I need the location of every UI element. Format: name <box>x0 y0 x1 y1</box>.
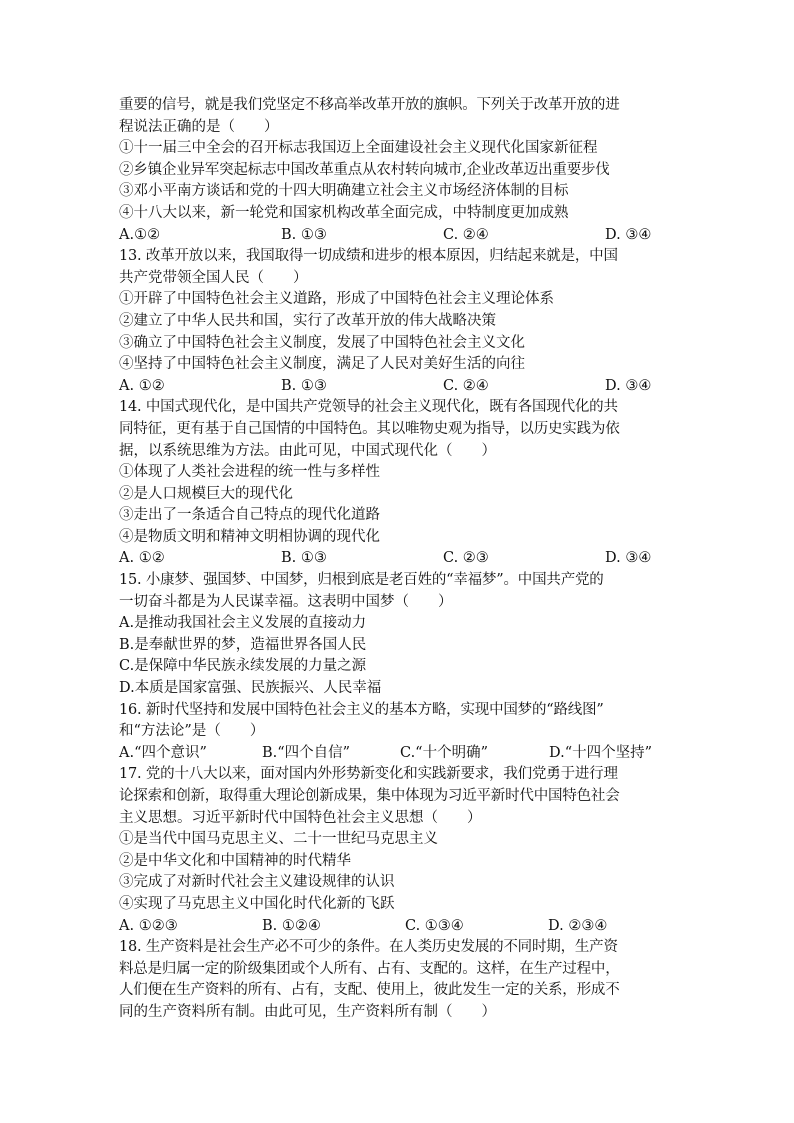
question-18 <box>119 937 691 1023</box>
option-a[interactable]: A. ①② <box>119 550 165 567</box>
answer-options <box>119 548 691 570</box>
exam-page <box>119 95 691 1024</box>
option-b[interactable]: B. ①③ <box>281 550 327 567</box>
question-stem-line: 18. 生产资料是社会生产必不可少的条件。在人类历史发展的不同时期，生产资 <box>119 939 618 956</box>
option-a[interactable]: A. ①② <box>119 377 165 394</box>
answer-options <box>119 916 691 938</box>
statement-item: ④是物质文明和精神文明相协调的现代化 <box>119 528 380 545</box>
answer-options <box>119 225 691 247</box>
question-stem-line: 程说法正确的是（ ） <box>119 118 279 135</box>
statement-item: ②是人口规模巨大的现代化 <box>119 485 293 502</box>
statement-item: ④坚持了中国特色社会主义制度，满足了人民对美好生活的向往 <box>119 356 525 373</box>
statement-item: ④实现了马克思主义中国化时代化新的飞跃 <box>119 895 395 912</box>
option-d[interactable]: D. ③④ <box>605 226 652 243</box>
option-d[interactable]: D.“十四个坚持” <box>549 744 653 761</box>
answer-options <box>119 743 691 765</box>
option-b[interactable]: B. ①②④ <box>262 917 321 934</box>
question-stem-line: 据，以系统思维为方法。由此可见，中国式现代化（ ） <box>119 442 496 459</box>
option-c[interactable]: C. ②④ <box>443 226 489 243</box>
statement-item: ③确立了中国特色社会主义制度，发展了中国特色社会主义文化 <box>119 334 525 351</box>
question-15 <box>119 570 691 700</box>
question-stem-line: 共产党带领全国人民（ ） <box>119 269 308 286</box>
option-a[interactable]: A.是推动我国社会主义发展的直接动力 <box>119 615 367 632</box>
question-16 <box>119 700 691 765</box>
option-a[interactable]: A.“四个意识” <box>119 744 207 761</box>
question-stem-line: 14. 中国式现代化，是中国共产党领导的社会主义现代化，既有各国现代化的共 <box>119 399 618 416</box>
option-c[interactable]: C. ①③④ <box>405 917 464 934</box>
option-b[interactable]: B.“四个自信” <box>262 744 351 761</box>
question-stem-line: 料总是归属一定的阶级集团或个人所有、占有、支配的。这样，在生产过程中， <box>119 960 620 977</box>
statement-item: ②乡镇企业异军突起标志中国改革重点从农村转向城市,企业改革迈出重要步伐 <box>119 161 610 178</box>
option-c[interactable]: C. ②④ <box>443 377 489 394</box>
option-d[interactable]: D. ②③④ <box>548 917 608 934</box>
question-13 <box>119 246 691 397</box>
option-b[interactable]: B. ①③ <box>281 226 327 243</box>
question-stem-line: 13. 改革开放以来，我国取得一切成绩和进步的根本原因，归结起来就是，中国 <box>119 248 618 265</box>
question-stem-line: 同的生产资料所有制。由此可见，生产资料所有制（ ） <box>119 1003 496 1020</box>
question-stem-line: 17. 党的十八大以来，面对国内外形势新变化和实践新要求，我们党勇于进行理 <box>119 766 618 783</box>
question-stem-line: 重要的信号，就是我们党坚定不移高举改革开放的旗帜。下列关于改革开放的进 <box>119 97 620 113</box>
statement-item: ①十一届三中全会的召开标志我国迈上全面建设社会主义现代化国家新征程 <box>119 140 598 157</box>
option-b[interactable]: B. ①③ <box>281 377 327 394</box>
option-c[interactable]: C.“十个明确” <box>400 744 489 761</box>
option-a[interactable]: A. ①②③ <box>119 917 178 934</box>
option-b[interactable]: B.是奉献世界的梦，造福世界各国人民 <box>119 636 367 653</box>
statement-item: ①是当代中国马克思主义、二十一世纪马克思主义 <box>119 831 438 848</box>
question-stem-line: 和“方法论”是（ ） <box>119 723 265 740</box>
option-d[interactable]: D. ③④ <box>605 377 652 394</box>
statement-item: ④十八大以来，新一轮党和国家机构改革全面完成，中特制度更加成熟 <box>119 204 569 221</box>
statement-item: ③完成了对新时代社会主义建设规律的认识 <box>119 874 395 891</box>
question-stem-line: 主义思想。习近平新时代中国特色社会主义思想（ ） <box>119 809 482 826</box>
option-c[interactable]: C.是保障中华民族永续发展的力量之源 <box>119 658 367 675</box>
question-stem-line: 同特征，更有基于自己国情的中国特色。其以唯物史观为指导，以历史实践为依 <box>119 420 620 437</box>
option-a[interactable]: A.①② <box>119 226 161 243</box>
question-12 <box>119 95 691 246</box>
question-stem-line: 人们便在生产资料的所有、占有，支配、使用上，彼此发生一定的关系，形成不 <box>119 982 620 999</box>
statement-item: ①开辟了中国特色社会主义道路，形成了中国特色社会主义理论体系 <box>119 291 554 308</box>
option-d[interactable]: D.本质是国家富强、民族振兴、人民幸福 <box>119 680 382 697</box>
statement-item: ③邓小平南方谈话和党的十四大明确建立社会主义市场经济体制的目标 <box>119 183 569 200</box>
question-stem-line: 15. 小康梦、强国梦、中国梦，归根到底是老百姓的“幸福梦”。中国共产党的 <box>119 572 604 589</box>
statement-item: ②是中华文化和中国精神的时代精华 <box>119 852 351 869</box>
answer-options <box>119 376 691 398</box>
statement-item: ③走出了一条适合自己特点的现代化道路 <box>119 507 380 524</box>
question-17 <box>119 764 691 937</box>
question-stem-line: 论探索和创新，取得重大理论创新成果，集中体现为习近平新时代中国特色社会 <box>119 788 620 804</box>
option-d[interactable]: D. ③④ <box>605 550 652 567</box>
question-14 <box>119 397 691 570</box>
question-stem-line: 一切奋斗都是为人民谋幸福。这表明中国梦（ ） <box>119 593 453 610</box>
statement-item: ①体现了人类社会进程的统一性与多样性 <box>119 464 380 481</box>
question-stem-line: 16. 新时代坚持和发展中国特色社会主义的基本方略，实现中国梦的“路线图” <box>119 701 604 718</box>
statement-item: ②建立了中华人民共和国，实行了改革开放的伟大战略决策 <box>119 312 496 329</box>
option-c[interactable]: C. ②③ <box>443 550 489 567</box>
